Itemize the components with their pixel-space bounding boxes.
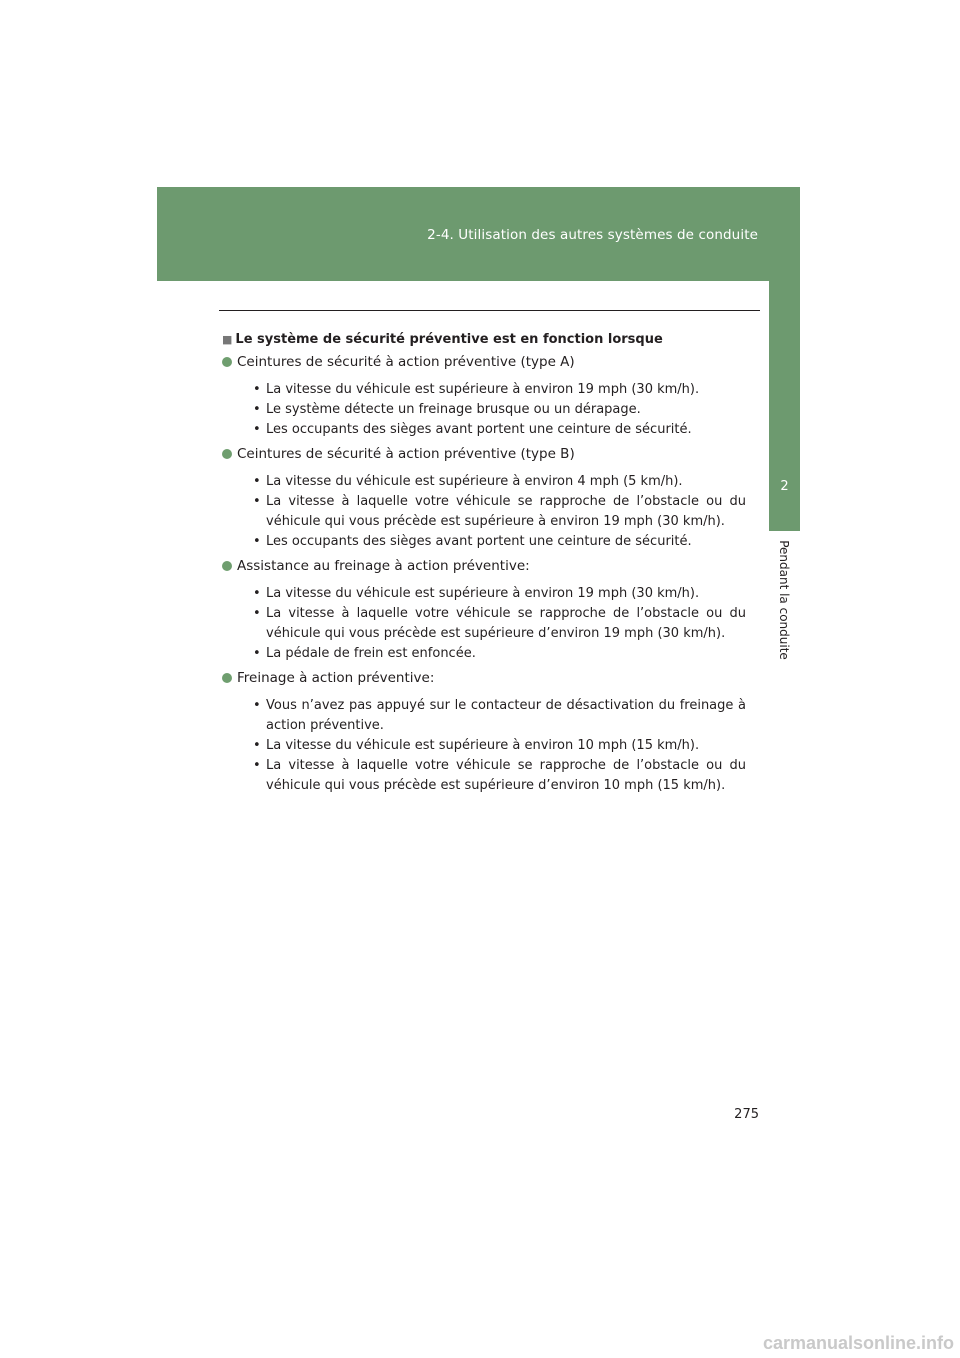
page-number: 275: [734, 1107, 759, 1122]
bullet-icon: •: [253, 606, 261, 621]
bullet-icon: •: [253, 646, 261, 661]
list-item-text: La vitesse du véhicule est supérieure à environ 4 mph (5 km/h).: [266, 474, 683, 489]
chapter-header-band: [157, 187, 800, 281]
list-item-text: La vitesse du véhicule est supérieure à environ 10 mph (15 km/h).: [266, 738, 700, 753]
condition-list: [222, 584, 746, 664]
section-title: 2-4. Utilisation des autres systèmes de conduite: [427, 227, 758, 243]
bullet-icon: •: [253, 402, 261, 417]
bullet-icon: •: [253, 738, 261, 753]
chapter-number: 2: [780, 479, 789, 494]
section-heading-text: Le système de sécurité préventive est en fonction lorsque: [235, 332, 663, 347]
green-dot-bullet-icon: [222, 561, 232, 571]
list-item: [222, 644, 746, 664]
list-item: [222, 736, 746, 756]
section-heading: [222, 329, 746, 350]
list-item-text: La vitesse à laquelle votre véhicule se rapproche de l’obstacle ou du véhicule qui vous précède est supérieure d’environ 10 mph (15 km/h).: [266, 758, 746, 793]
list-item-text: Les occupants des sièges avant portent une ceinture de sécurité.: [266, 422, 692, 437]
list-item-text: Les occupants des sièges avant portent une ceinture de sécurité.: [266, 534, 692, 549]
chapter-label: Pendant la conduite: [777, 540, 791, 660]
bullet-icon: •: [253, 494, 261, 509]
bullet-icon: •: [253, 698, 261, 713]
list-item: [222, 400, 746, 420]
list-item: [222, 492, 746, 532]
group-title: [222, 352, 746, 373]
chapter-side-tab: [769, 281, 800, 531]
bullet-icon: •: [253, 534, 261, 549]
condition-groups: [222, 352, 746, 796]
watermark: carmanualsonline.info: [762, 1333, 954, 1353]
list-item-text: Le système détecte un freinage brusque ou un dérapage.: [266, 402, 641, 417]
list-item-text: La vitesse à laquelle votre véhicule se rapproche de l’obstacle ou du véhicule qui vous précède est supérieure d’environ 19 mph (30 km/h).: [266, 606, 746, 641]
list-item: [222, 756, 746, 796]
bullet-icon: •: [253, 586, 261, 601]
green-dot-bullet-icon: [222, 357, 232, 367]
list-item: [222, 584, 746, 604]
square-bullet-icon: ■: [222, 333, 233, 346]
list-item: [222, 420, 746, 440]
bullet-icon: •: [253, 474, 261, 489]
list-item-text: La vitesse du véhicule est supérieure à environ 19 mph (30 km/h).: [266, 382, 700, 397]
list-item: [222, 604, 746, 644]
condition-list: [222, 696, 746, 796]
bullet-icon: •: [253, 382, 261, 397]
bullet-icon: •: [253, 758, 261, 773]
group-title-text: Freinage à action préventive:: [237, 670, 435, 686]
group-title: [222, 668, 746, 689]
list-item-text: La vitesse à laquelle votre véhicule se rapproche de l’obstacle ou du véhicule qui vous précède est supérieure à environ 19 mph (30 km/h).: [266, 494, 746, 529]
group-title-text: Ceintures de sécurité à action préventive (type B): [237, 446, 575, 462]
group-title: [222, 556, 746, 577]
list-item: [222, 532, 746, 552]
list-item: [222, 696, 746, 736]
list-item-text: La vitesse du véhicule est supérieure à environ 19 mph (30 km/h).: [266, 586, 700, 601]
bullet-icon: •: [253, 422, 261, 437]
group-title: [222, 444, 746, 465]
green-dot-bullet-icon: [222, 673, 232, 683]
list-item: [222, 472, 746, 492]
list-item-text: Vous n’avez pas appuyé sur le contacteur de désactivation du freinage à action préventive.: [266, 698, 746, 733]
main-content: [222, 329, 746, 800]
group-title-text: Assistance au freinage à action préventive:: [237, 558, 530, 574]
condition-list: [222, 472, 746, 552]
section-divider: [219, 310, 760, 311]
condition-list: [222, 380, 746, 440]
green-dot-bullet-icon: [222, 449, 232, 459]
group-title-text: Ceintures de sécurité à action préventive (type A): [237, 354, 575, 370]
list-item-text: La pédale de frein est enfoncée.: [266, 646, 476, 661]
list-item: [222, 380, 746, 400]
